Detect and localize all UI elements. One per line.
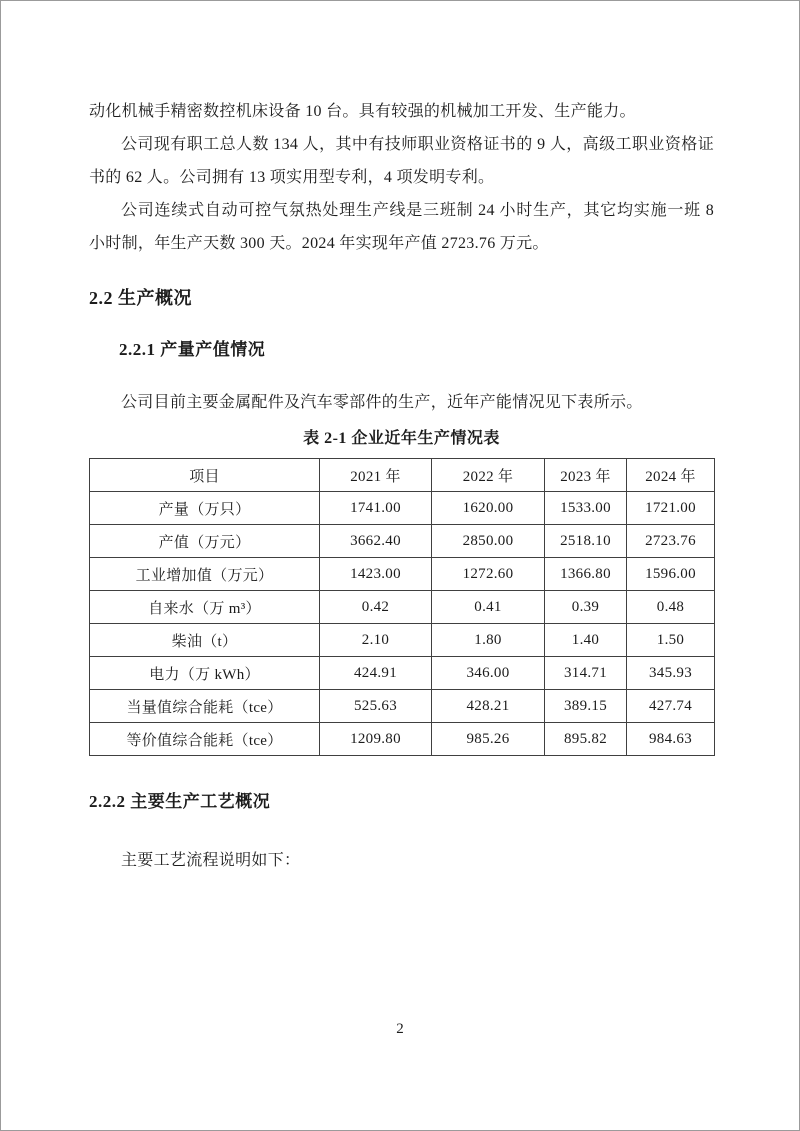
table-cell: 525.63 (320, 690, 432, 723)
table-cell: 2.10 (320, 624, 432, 657)
table-cell: 产量（万只） (90, 492, 320, 525)
table-cell: 1272.60 (432, 558, 545, 591)
table-cell: 424.91 (320, 657, 432, 690)
section-heading-2-2-1: 2.2.1 产量产值情况 (119, 340, 266, 359)
table-cell: 柴油（t） (90, 624, 320, 657)
section-heading-2-2: 2.2 生产概况 (89, 288, 192, 308)
table-row (90, 492, 715, 525)
table-cell: 346.00 (432, 657, 545, 690)
table-row (90, 525, 715, 558)
table-cell: 1533.00 (545, 492, 627, 525)
table-cell: 428.21 (432, 690, 545, 723)
page-content (89, 1, 714, 877)
production-table (89, 458, 715, 756)
table-cell: 自来水（万 m³） (90, 591, 320, 624)
table-cell: 0.48 (627, 591, 715, 624)
table-cell: 1721.00 (627, 492, 715, 525)
paragraph-staff: 公司现有职工总人数 134 人，其中有技师职业资格证书的 9 人，高级工职业资格证书的 62 人。公司拥有 13 项实用型专利，4 项发明专利。 (89, 136, 714, 186)
table-row (90, 690, 715, 723)
table-cell: 1.40 (545, 624, 627, 657)
table-cell: 产值（万元） (90, 525, 320, 558)
table-row (90, 624, 715, 657)
table-cell: 427.74 (627, 690, 715, 723)
table-cell: 电力（万 kWh） (90, 657, 320, 690)
table-cell: 0.42 (320, 591, 432, 624)
table-cell: 2723.76 (627, 525, 715, 558)
table-row (90, 723, 715, 756)
table-cell: 1.50 (627, 624, 715, 657)
paragraph-equipment: 动化机械手精密数控机床设备 10 台。具有较强的机械加工开发、生产能力。 (89, 103, 636, 120)
table-cell: 984.63 (627, 723, 715, 756)
table-header-cell: 2024 年 (627, 459, 715, 492)
table-cell: 工业增加值（万元） (90, 558, 320, 591)
table-cell: 0.39 (545, 591, 627, 624)
table-cell: 1423.00 (320, 558, 432, 591)
paragraph-table-intro: 公司目前主要金属配件及汽车零部件的生产，近年产能情况见下表所示。 (121, 394, 643, 411)
table-cell: 895.82 (545, 723, 627, 756)
table-header-cell: 项目 (90, 459, 320, 492)
table-cell: 0.41 (432, 591, 545, 624)
table-cell: 当量值综合能耗（tce） (90, 690, 320, 723)
table-cell: 389.15 (545, 690, 627, 723)
table-cell: 2850.00 (432, 525, 545, 558)
page-number: 2 (396, 1021, 404, 1037)
table-cell: 345.93 (627, 657, 715, 690)
table-header-row (90, 459, 715, 492)
table-cell: 3662.40 (320, 525, 432, 558)
table-cell: 1209.80 (320, 723, 432, 756)
table-cell: 985.26 (432, 723, 545, 756)
table-header-cell: 2022 年 (432, 459, 545, 492)
table-row (90, 657, 715, 690)
table-header-cell: 2021 年 (320, 459, 432, 492)
table-cell: 1620.00 (432, 492, 545, 525)
table-cell: 等价值综合能耗（tce） (90, 723, 320, 756)
table-cell: 1741.00 (320, 492, 432, 525)
table-caption: 表 2-1 企业近年生产情况表 (303, 430, 500, 447)
table-cell: 314.71 (545, 657, 627, 690)
paragraph-process-intro: 主要工艺流程说明如下： (121, 852, 301, 869)
table-cell: 1366.80 (545, 558, 627, 591)
table-row (90, 558, 715, 591)
table-cell: 2518.10 (545, 525, 627, 558)
paragraph-production-line: 公司连续式自动可控气氛热处理生产线是三班制 24 小时生产，其它均实施一班 8 小时制，年生产天数 300 天。2024 年实现年产值 2723.76 万元。 (89, 202, 714, 252)
table-cell: 1.80 (432, 624, 545, 657)
section-heading-2-2-2: 2.2.2 主要生产工艺概况 (89, 792, 271, 811)
table-cell: 1596.00 (627, 558, 715, 591)
table-row (90, 591, 715, 624)
table-header-cell: 2023 年 (545, 459, 627, 492)
